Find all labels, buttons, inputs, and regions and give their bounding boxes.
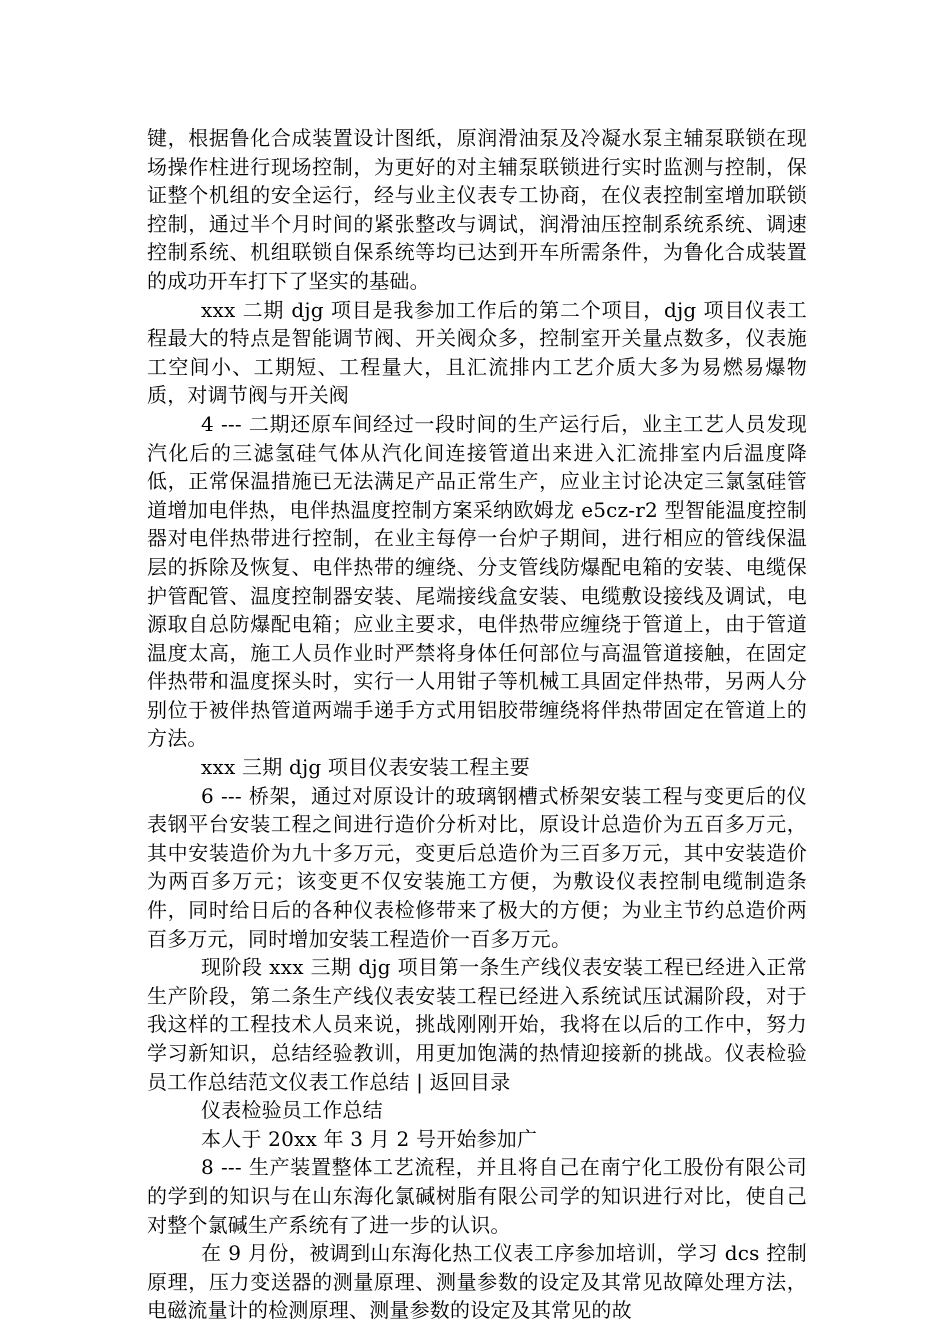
document-body xyxy=(147,124,807,1325)
paragraph-5: 6 --- 桥架，通过对原设计的玻璃钢槽式桥架安装工程与变更后的仪表钢平台安装工程之间进行造价分析对比，原设计总造价为五百多万元，其中安装造价为九十多万元，变更后总造价为三百多万元，其中安装造价为两百多万元；该变更不仅安装施工方便，为敷设仪表控制电缆制造条件，同时给日后的各种仪表检修带来了极大的方便；为业主节约总造价两百多万元，同时增加安装工程造价一百多万元。 xyxy=(147,783,807,951)
section-heading: 仪表检验员工作总结 xyxy=(201,1098,383,1123)
paragraph-8: 本人于 20xx 年 3 月 2 号开始参加广 xyxy=(201,1126,538,1151)
paragraph-10: 在 9 月份，被调到山东海化热工仪表工序参加培训，学习 dcs 控制原理，压力变送器的测量原理、测量参数的设定及其常见故障处理方法，电磁流量计的检测原理、测量参数的设定及其常见的故 xyxy=(147,1241,807,1323)
paragraph-9: 8 --- 生产装置整体工艺流程，并且将自己在南宁化工股份有限公司的学到的知识与在山东海化氯碱树脂有限公司学的知识进行对比，使自己对整个氯碱生产系统有了进一步的认识。 xyxy=(147,1155,807,1237)
paragraph-3: 4 --- 二期还原车间经过一段时间的生产运行后，业主工艺人员发现汽化后的三滤氢硅气体从汽化间连接管道出来进入汇流排室内后温度降低，正常保温措施已无法满足产品正常生产，应业主讨论决定三氯氢硅管道增加电伴热，电伴热温度控制方案采纳欧姆龙 e5cz-r2 型智能温度控制器对电伴热带进行控制，在业主每停一台炉子期间，进行相应的管线保温层的拆除及恢复、电伴热带的缠绕、分支管线防爆配电箱的安装、电缆保护管配管、温度控制器安装、尾端接线盒安装、电缆敷设接线及调试，电源取自总防爆配电箱；应业主要求，电伴热带应缠绕于管道上，由于管道温度太高，施工人员作业时严禁将身体任何部位与高温管道接触，在固定伴热带和温度探头时，实行一人用钳子等机械工具固定伴热带，另两人分别位于被伴热管道两端手递手方式用铝胶带缠绕将伴热带固定在管道上的方法。 xyxy=(147,411,807,751)
paragraph-1: 键，根据鲁化合成装置设计图纸，原润滑油泵及冷凝水泵主辅泵联锁在现场操作柱进行现场控制，为更好的对主辅泵联锁进行实时监测与控制，保证整个机组的安全运行，经与业主仪表专工协商，在仪表控制室增加联锁控制，通过半个月时间的紧张整改与调试，润滑油压控制系统系统、调速控制系统、机组联锁自保系统等均已达到开车所需条件，为鲁化合成装置的成功开车打下了坚实的基础。 xyxy=(147,126,807,293)
paragraph-6: 现阶段 xxx 三期 djg 项目第一条生产线仪表安装工程已经进入正常生产阶段，第二条生产线仪表安装工程已经进入系统试压试漏阶段，对于我这样的工程技术人员来说，挑战刚刚开始，我将在以后的工作中，努力学习新知识，总结经验教训，用更加饱满的热情迎接新的挑战。仪表检验员工作总结范文仪表工作总结 | 返回目录 xyxy=(147,955,807,1094)
paragraph-2: xxx 二期 djg 项目是我参加工作后的第二个项目，djg 项目仪表工程最大的特点是智能调节阀、开关阀众多，控制室开关量点数多，仪表施工空间小、工期短、工程量大，且汇流排内工艺介质大多为易燃易爆物质，对调节阀与开关阀 xyxy=(147,297,807,408)
paragraph-4: xxx 三期 djg 项目仪表安装工程主要 xyxy=(201,755,530,780)
